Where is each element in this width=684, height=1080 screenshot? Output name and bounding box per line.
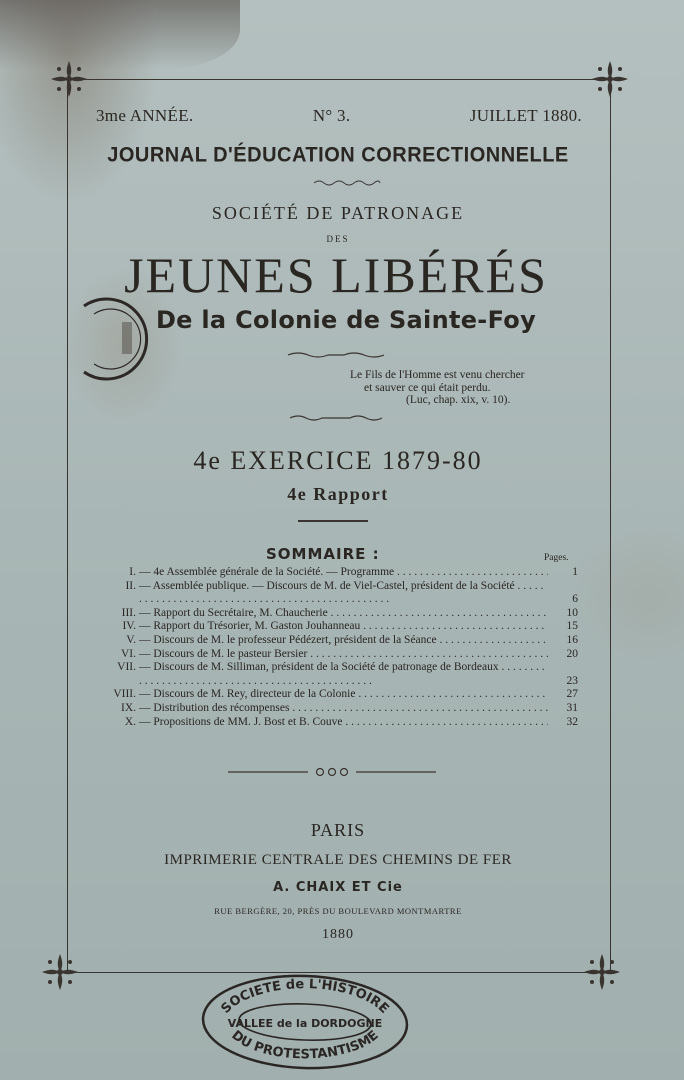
- epigraph-line-1: Le Fils de l'Homme est venu chercher: [350, 369, 525, 381]
- journal-title: JOURNAL D'ÉDUCATION CORRECTIONNELLE: [107, 143, 569, 167]
- imprint-address: RUE BERGÈRE, 20, PRÈS DU BOULEVARD MONTMARTRE: [214, 906, 462, 916]
- toc-entry-page: 10: [566, 606, 578, 619]
- toc-entry: [100, 716, 578, 730]
- toc-entry-text-wrapper: [139, 688, 548, 702]
- toc-entry-number: II.: [125, 579, 136, 592]
- toc-entry-page: 23: [566, 674, 578, 687]
- toc-entry-number: V.: [126, 633, 136, 646]
- wavy-divider: [312, 179, 382, 187]
- society-ink-stamp: [198, 966, 412, 1072]
- toc-entry-page: 31: [566, 701, 578, 714]
- corner-ornament-icon: [47, 57, 91, 101]
- toc-entry-page: 20: [566, 647, 578, 660]
- toc-entry-title: — Discours de M. le professeur Pédézert, président de la Séance . . .: [139, 634, 548, 646]
- toc-entry-number: IV.: [122, 620, 136, 633]
- imprint-year: 1880: [322, 927, 354, 942]
- toc-entry-text-wrapper: [139, 580, 548, 607]
- imprint-printer: IMPRIMERIE CENTRALE DES CHEMINS DE FER: [164, 852, 512, 868]
- toc-entry-title: — Discours de M. Rey, directeur de la Colonie . . .: [139, 688, 548, 700]
- toc-entry: [100, 566, 578, 580]
- toc-entry-number: VII.: [117, 661, 136, 674]
- toc-entry-text-wrapper: [139, 566, 548, 580]
- toc-entry-page: 27: [566, 688, 578, 701]
- library-stamp-icon: [64, 292, 168, 384]
- toc-entry-text-wrapper: [139, 661, 548, 688]
- short-rule: [298, 520, 368, 522]
- toc-entry-number: III.: [121, 606, 136, 619]
- main-title: JEUNES LIBÉRÉS: [124, 247, 548, 303]
- des-line: DES: [326, 234, 350, 244]
- epigraph-line-3: (Luc, chap. xix, v. 10).: [406, 394, 511, 406]
- toc-entry-title: — Distribution des récompenses . . .: [139, 702, 548, 714]
- toc-entry-title: — Assemblée publique. — Discours de M. de Viel-Castel, président de la Société . . .: [139, 580, 543, 606]
- toc-entry-page: 16: [566, 633, 578, 646]
- toc-entry-number: VI.: [120, 647, 136, 660]
- issue-header: [96, 106, 582, 126]
- issue-year: 3me ANNÉE.: [96, 106, 194, 125]
- toc-entry-number: VIII.: [113, 688, 136, 701]
- epigraph-line-2: et sauver ce qui était perdu.: [364, 381, 491, 394]
- toc-entry-title: — Discours de M. Silliman, président de la Société de patronage de Bordeaux . . .: [139, 661, 545, 687]
- imprint-city: PARIS: [310, 820, 366, 840]
- toc-entry-number: IX.: [120, 701, 136, 714]
- toc-entry: [100, 702, 578, 716]
- pages-column-label: Pages.: [544, 553, 569, 563]
- stamp-bottom-text: DU PROTESTANTISME: [228, 1027, 382, 1063]
- toc-entry-page: 6: [572, 593, 578, 606]
- svg-text:DU PROTESTANTISME: [228, 1028, 381, 1062]
- toc-entry-title: — Rapport du Trésorier, M. Gaston Jouhanneau . . .: [139, 620, 548, 632]
- exercice-heading: 4e EXERCICE 1879-80: [193, 446, 483, 475]
- toc-entry: [100, 580, 578, 607]
- toc-entry-page: 15: [566, 620, 578, 633]
- imprint-publisher: A. CHAIX ET Cie: [273, 880, 403, 895]
- toc-entry: [100, 648, 578, 662]
- toc-entry-title: — Propositions de MM. J. Bost et B. Couve . . .: [139, 716, 548, 728]
- toc-entry: [100, 607, 578, 621]
- sommaire-heading: SOMMAIRE :: [266, 545, 380, 563]
- ornamental-rule: [286, 351, 386, 359]
- toc-entry-number: X.: [124, 715, 136, 728]
- epigraph: [350, 369, 580, 407]
- toc-entry: [100, 688, 578, 702]
- corner-ornament-icon: [580, 950, 624, 994]
- toc-entry: [100, 661, 578, 688]
- societe-line: SOCIÉTÉ DE PATRONAGE: [211, 203, 465, 223]
- toc-entry: [100, 634, 578, 648]
- stamp-top-text: SOCIETE de L'HISTOIRE: [218, 977, 392, 1017]
- toc-entry-page: 1: [572, 566, 578, 578]
- toc-entry-text-wrapper: [139, 702, 548, 716]
- stamp-middle-text: VALLEE de la DORDOGNE: [227, 1017, 383, 1030]
- toc-entry-text-wrapper: [139, 620, 548, 634]
- ornamental-rule: [288, 414, 384, 422]
- issue-date: JUILLET 1880.: [469, 106, 582, 125]
- toc-entry-page: 32: [566, 715, 578, 728]
- paper-stain: [0, 0, 240, 70]
- subtitle: De la Colonie de Sainte-Foy: [155, 306, 537, 334]
- toc-entry-text-wrapper: [139, 716, 548, 730]
- toc-entry-text-wrapper: [139, 634, 548, 648]
- corner-ornament-icon: [38, 950, 82, 994]
- toc-entry-number: I.: [129, 566, 136, 578]
- toc-entry-title: — 4e Assemblée générale de la Société. — Programme . . .: [139, 566, 548, 578]
- issue-number: N° 3.: [312, 106, 351, 125]
- toc-entry-text-wrapper: [139, 607, 548, 621]
- toc-entry-title: — Discours de M. le pasteur Bersier . . .: [139, 648, 548, 660]
- rapport-heading: 4e Rapport: [287, 484, 389, 504]
- ornamental-rule: [224, 766, 440, 778]
- toc-entry-title: — Rapport du Secrétaire, M. Chaucherie . . .: [139, 607, 548, 619]
- corner-ornament-icon: [588, 57, 632, 101]
- table-of-contents: [100, 566, 578, 729]
- toc-entry: [100, 620, 578, 634]
- toc-entry-text-wrapper: [139, 648, 548, 662]
